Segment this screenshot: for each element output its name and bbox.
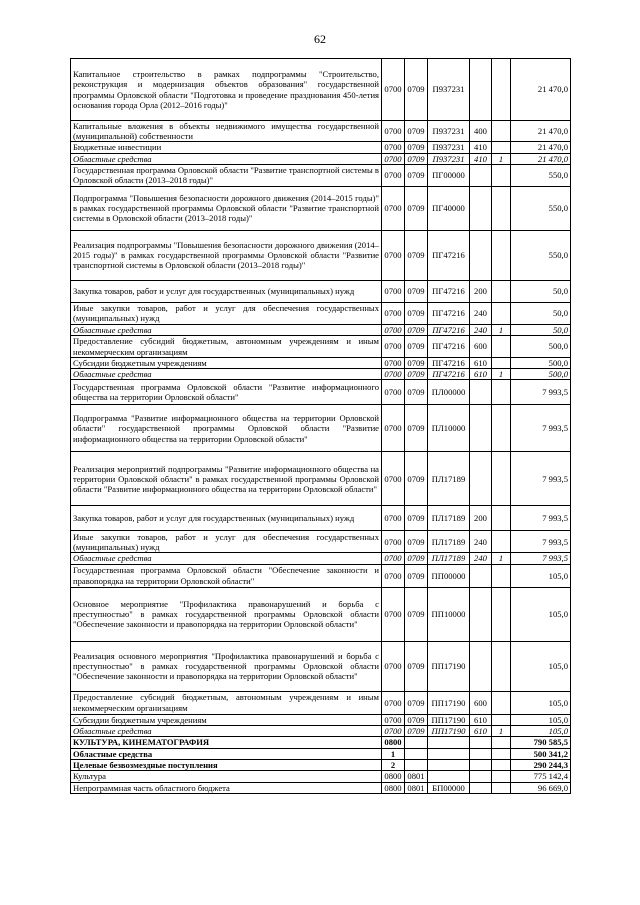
row-subsection-code xyxy=(405,760,428,771)
row-subsection-code: 0709 xyxy=(405,564,428,587)
row-expense-type-code xyxy=(470,164,492,186)
row-target-article-code: П937231 xyxy=(428,153,470,164)
row-target-article-code xyxy=(428,737,470,749)
row-target-article-code: БП00000 xyxy=(428,782,470,793)
row-funding-source-code xyxy=(492,531,511,553)
row-target-article-code: ПП00000 xyxy=(428,564,470,587)
row-expense-type-code: 400 xyxy=(470,121,492,142)
row-target-article-code: ПЛ17189 xyxy=(428,506,470,531)
row-subsection-code: 0709 xyxy=(405,336,428,358)
row-name: Субсидии бюджетным учреждениям xyxy=(71,358,382,369)
table-row xyxy=(71,452,571,506)
row-section-code: 0700 xyxy=(382,452,405,506)
row-subsection-code: 0709 xyxy=(405,506,428,531)
row-name: Целевые безвозмездные поступления xyxy=(71,760,382,771)
row-name: Областные средства xyxy=(71,553,382,564)
row-target-article-code: П937231 xyxy=(428,142,470,153)
table-row xyxy=(71,186,571,230)
row-section-code: 0700 xyxy=(382,302,405,324)
row-section-code: 0700 xyxy=(382,553,405,564)
row-section-code: 0700 xyxy=(382,358,405,369)
row-expense-type-code xyxy=(470,59,492,121)
table-body xyxy=(71,59,571,794)
row-name: Основное мероприятие "Профилактика правонарушений и борьба с преступностью" в рамках государственной программы Орловской области "Обеспечение законности и правопорядка на территории Орловской области" xyxy=(71,587,382,641)
row-expense-type-code xyxy=(470,737,492,749)
table-row xyxy=(71,564,571,587)
row-expense-type-code: 200 xyxy=(470,280,492,302)
row-expense-type-code: 610 xyxy=(470,725,492,736)
row-section-code: 0700 xyxy=(382,186,405,230)
row-subsection-code: 0709 xyxy=(405,641,428,691)
row-amount: 50,0 xyxy=(511,324,571,335)
row-funding-source-code xyxy=(492,737,511,749)
row-expense-type-code xyxy=(470,380,492,405)
row-section-code: 0700 xyxy=(382,153,405,164)
row-subsection-code: 0709 xyxy=(405,531,428,553)
row-name: Иные закупки товаров, работ и услуг для обеспечения государственных (муниципальных) нужд xyxy=(71,531,382,553)
row-name: Государственная программа Орловской области "Обеспечение законности и правопорядка на территории Орловской области" xyxy=(71,564,382,587)
table-row xyxy=(71,153,571,164)
row-subsection-code: 0709 xyxy=(405,324,428,335)
row-subsection-code: 0709 xyxy=(405,691,428,714)
row-subsection-code xyxy=(405,749,428,760)
row-amount: 550,0 xyxy=(511,186,571,230)
row-expense-type-code xyxy=(470,587,492,641)
row-target-article-code xyxy=(428,771,470,782)
row-funding-source-code xyxy=(492,380,511,405)
row-subsection-code xyxy=(405,737,428,749)
row-amount: 500,0 xyxy=(511,369,571,380)
row-amount: 105,0 xyxy=(511,714,571,725)
row-target-article-code: ПП10000 xyxy=(428,587,470,641)
row-expense-type-code: 610 xyxy=(470,714,492,725)
table-row xyxy=(71,230,571,280)
row-expense-type-code: 240 xyxy=(470,324,492,335)
row-funding-source-code xyxy=(492,691,511,714)
row-funding-source-code xyxy=(492,587,511,641)
row-name: Закупка товаров, работ и услуг для государственных (муниципальных) нужд xyxy=(71,506,382,531)
table-row xyxy=(71,531,571,553)
row-funding-source-code xyxy=(492,59,511,121)
row-section-code: 2 xyxy=(382,760,405,771)
row-name: Государственная программа Орловской области "Развитие информационного общества на территории Орловской области" xyxy=(71,380,382,405)
row-subsection-code: 0709 xyxy=(405,121,428,142)
row-funding-source-code: 1 xyxy=(492,725,511,736)
row-name: Капитальные вложения в объекты недвижимого имущества государственной (муниципальной) собственности xyxy=(71,121,382,142)
table-row xyxy=(71,142,571,153)
table-row xyxy=(71,737,571,749)
row-subsection-code: 0709 xyxy=(405,59,428,121)
page-number: 62 xyxy=(314,32,326,46)
row-expense-type-code xyxy=(470,564,492,587)
row-amount: 500,0 xyxy=(511,336,571,358)
row-subsection-code: 0801 xyxy=(405,771,428,782)
row-name: Бюджетные инвестиции xyxy=(71,142,382,153)
row-section-code: 0700 xyxy=(382,164,405,186)
row-name: Предоставление субсидий бюджетным, автономным учреждениям и иным некоммерческим организациям xyxy=(71,691,382,714)
row-amount: 7 993,5 xyxy=(511,553,571,564)
row-subsection-code: 0709 xyxy=(405,153,428,164)
row-funding-source-code xyxy=(492,121,511,142)
row-subsection-code: 0709 xyxy=(405,358,428,369)
row-target-article-code: ПГ47216 xyxy=(428,336,470,358)
row-target-article-code: ПГ47216 xyxy=(428,369,470,380)
row-expense-type-code: 610 xyxy=(470,369,492,380)
row-funding-source-code xyxy=(492,771,511,782)
row-name: Подпрограмма "Развитие информационного общества на территории Орловской области" государственной программы Орловской области "Развитие информационного общества на территории Орловской области" xyxy=(71,405,382,452)
row-expense-type-code: 240 xyxy=(470,302,492,324)
row-subsection-code: 0709 xyxy=(405,230,428,280)
row-subsection-code: 0709 xyxy=(405,452,428,506)
row-section-code: 0700 xyxy=(382,564,405,587)
row-amount: 775 142,4 xyxy=(511,771,571,782)
row-section-code: 0700 xyxy=(382,641,405,691)
row-section-code: 0700 xyxy=(382,691,405,714)
row-amount: 105,0 xyxy=(511,725,571,736)
row-section-code: 0700 xyxy=(382,587,405,641)
budget-table xyxy=(70,58,571,794)
row-expense-type-code xyxy=(470,452,492,506)
row-name: Государственная программа Орловской области "Развитие транспортной системы в Орловской области (2013–2018 годы)" xyxy=(71,164,382,186)
row-funding-source-code xyxy=(492,506,511,531)
row-section-code: 0700 xyxy=(382,230,405,280)
row-target-article-code: ПГ47216 xyxy=(428,358,470,369)
row-amount: 21 470,0 xyxy=(511,121,571,142)
row-amount: 21 470,0 xyxy=(511,142,571,153)
table-row xyxy=(71,302,571,324)
row-target-article-code: ПГ47216 xyxy=(428,230,470,280)
row-section-code: 0700 xyxy=(382,324,405,335)
row-funding-source-code xyxy=(492,405,511,452)
row-funding-source-code xyxy=(492,641,511,691)
row-funding-source-code xyxy=(492,230,511,280)
table-row xyxy=(71,760,571,771)
row-funding-source-code xyxy=(492,714,511,725)
row-amount: 96 669,0 xyxy=(511,782,571,793)
row-funding-source-code: 1 xyxy=(492,324,511,335)
row-target-article-code: ПЛ17189 xyxy=(428,531,470,553)
row-subsection-code: 0709 xyxy=(405,164,428,186)
row-name: Областные средства xyxy=(71,369,382,380)
row-name: Реализация мероприятий подпрограммы "Развитие информационного общества на территории Орловской области" в рамках государственной программы Орловской области "Развитие информационного общества на территории Орловской области" xyxy=(71,452,382,506)
row-amount: 7 993,5 xyxy=(511,506,571,531)
row-amount: 7 993,5 xyxy=(511,405,571,452)
row-section-code: 0700 xyxy=(382,142,405,153)
row-section-code: 0700 xyxy=(382,405,405,452)
row-target-article-code: ПГ47216 xyxy=(428,280,470,302)
table-row xyxy=(71,336,571,358)
row-target-article-code xyxy=(428,760,470,771)
row-subsection-code: 0709 xyxy=(405,553,428,564)
table-row xyxy=(71,369,571,380)
row-name: Иные закупки товаров, работ и услуг для обеспечения государственных (муниципальных) нужд xyxy=(71,302,382,324)
row-expense-type-code xyxy=(470,771,492,782)
row-target-article-code: П937231 xyxy=(428,121,470,142)
table-row xyxy=(71,725,571,736)
table-row xyxy=(71,59,571,121)
table-row xyxy=(71,380,571,405)
row-section-code: 0800 xyxy=(382,737,405,749)
row-amount: 500,0 xyxy=(511,358,571,369)
table-row xyxy=(71,324,571,335)
table-row xyxy=(71,771,571,782)
row-funding-source-code xyxy=(492,336,511,358)
row-expense-type-code: 240 xyxy=(470,553,492,564)
row-amount: 105,0 xyxy=(511,564,571,587)
row-funding-source-code: 1 xyxy=(492,553,511,564)
row-funding-source-code xyxy=(492,142,511,153)
row-expense-type-code xyxy=(470,230,492,280)
row-section-code: 0700 xyxy=(382,59,405,121)
table-row xyxy=(71,714,571,725)
row-amount: 50,0 xyxy=(511,302,571,324)
row-funding-source-code xyxy=(492,749,511,760)
row-amount: 50,0 xyxy=(511,280,571,302)
row-target-article-code: П937231 xyxy=(428,59,470,121)
row-target-article-code: ПГ47216 xyxy=(428,324,470,335)
row-amount: 7 993,5 xyxy=(511,531,571,553)
row-target-article-code: ПП17190 xyxy=(428,641,470,691)
row-target-article-code: ПЛ10000 xyxy=(428,405,470,452)
row-funding-source-code xyxy=(492,760,511,771)
row-amount: 21 470,0 xyxy=(511,153,571,164)
row-name: Предоставление субсидий бюджетным, автономным учреждениям и иным некоммерческим организациям xyxy=(71,336,382,358)
table-row xyxy=(71,587,571,641)
row-funding-source-code xyxy=(492,280,511,302)
row-target-article-code: ПГ40000 xyxy=(428,186,470,230)
row-funding-source-code xyxy=(492,358,511,369)
table-row xyxy=(71,164,571,186)
row-section-code: 0800 xyxy=(382,782,405,793)
row-subsection-code: 0709 xyxy=(405,714,428,725)
row-funding-source-code xyxy=(492,186,511,230)
row-section-code: 0700 xyxy=(382,336,405,358)
row-funding-source-code xyxy=(492,302,511,324)
row-subsection-code: 0709 xyxy=(405,587,428,641)
row-expense-type-code: 200 xyxy=(470,506,492,531)
row-target-article-code xyxy=(428,749,470,760)
row-name: Реализация подпрограммы "Повышения безопасности дорожного движения (2014–2015 годы)" в рамках государственной программы Орловской области "Развитие транспортной системы в Орловской области (2013–2018 годы)" xyxy=(71,230,382,280)
row-expense-type-code xyxy=(470,749,492,760)
row-expense-type-code: 240 xyxy=(470,531,492,553)
row-name: Капитальное строительство в рамках подпрограммы "Строительство, реконструкция и модернизация объектов образования" государственной программы Орловской области "Подготовка и проведение празднования 450-летия основания города Орла (2012–2016 годы)" xyxy=(71,59,382,121)
table-row xyxy=(71,782,571,793)
row-amount: 550,0 xyxy=(511,164,571,186)
table-row xyxy=(71,506,571,531)
row-section-code: 0700 xyxy=(382,506,405,531)
row-funding-source-code xyxy=(492,782,511,793)
row-target-article-code: ПП17190 xyxy=(428,691,470,714)
row-funding-source-code: 1 xyxy=(492,153,511,164)
row-name: Закупка товаров, работ и услуг для государственных (муниципальных) нужд xyxy=(71,280,382,302)
row-section-code: 0700 xyxy=(382,380,405,405)
row-section-code: 0700 xyxy=(382,280,405,302)
row-section-code: 0700 xyxy=(382,531,405,553)
row-subsection-code: 0709 xyxy=(405,405,428,452)
row-name: Реализация основного мероприятия "Профилактика правонарушений и борьба с преступностью" в рамках государственной программы Орловской области "Обеспечение законности и правопорядка на территории Орловской области" xyxy=(71,641,382,691)
row-target-article-code: ПП17190 xyxy=(428,725,470,736)
row-section-code: 0800 xyxy=(382,771,405,782)
row-subsection-code: 0709 xyxy=(405,142,428,153)
row-expense-type-code xyxy=(470,405,492,452)
row-subsection-code: 0709 xyxy=(405,186,428,230)
row-amount: 790 585,5 xyxy=(511,737,571,749)
row-expense-type-code xyxy=(470,782,492,793)
row-expense-type-code: 410 xyxy=(470,142,492,153)
row-expense-type-code xyxy=(470,186,492,230)
row-section-code: 0700 xyxy=(382,725,405,736)
row-target-article-code: ПЛ17189 xyxy=(428,452,470,506)
row-target-article-code: ПП17190 xyxy=(428,714,470,725)
row-subsection-code: 0709 xyxy=(405,380,428,405)
row-expense-type-code xyxy=(470,760,492,771)
row-expense-type-code: 410 xyxy=(470,153,492,164)
row-name: Субсидии бюджетным учреждениям xyxy=(71,714,382,725)
row-amount: 7 993,5 xyxy=(511,452,571,506)
row-name: Подпрограмма "Повышения безопасности дорожного движения (2014–2015 годы)" в рамках государственной программы Орловской области "Развитие транспортной системы в Орловской области (2013–2018 годы)" xyxy=(71,186,382,230)
row-subsection-code: 0709 xyxy=(405,369,428,380)
row-name: Областные средства xyxy=(71,749,382,760)
row-amount: 105,0 xyxy=(511,691,571,714)
row-funding-source-code xyxy=(492,164,511,186)
table-row xyxy=(71,280,571,302)
row-subsection-code: 0709 xyxy=(405,302,428,324)
row-target-article-code: ПЛ17189 xyxy=(428,553,470,564)
row-funding-source-code: 1 xyxy=(492,369,511,380)
row-name: Областные средства xyxy=(71,725,382,736)
row-amount: 21 470,0 xyxy=(511,59,571,121)
table-row xyxy=(71,749,571,760)
row-subsection-code: 0709 xyxy=(405,725,428,736)
table-row xyxy=(71,121,571,142)
row-expense-type-code: 600 xyxy=(470,691,492,714)
row-subsection-code: 0801 xyxy=(405,782,428,793)
row-amount: 290 244,3 xyxy=(511,760,571,771)
row-funding-source-code xyxy=(492,452,511,506)
table-row xyxy=(71,691,571,714)
row-amount: 550,0 xyxy=(511,230,571,280)
row-amount: 105,0 xyxy=(511,641,571,691)
row-subsection-code: 0709 xyxy=(405,280,428,302)
row-section-code: 0700 xyxy=(382,714,405,725)
row-expense-type-code: 600 xyxy=(470,336,492,358)
row-target-article-code: ПЛ00000 xyxy=(428,380,470,405)
table-row xyxy=(71,641,571,691)
row-target-article-code: ПГ47216 xyxy=(428,302,470,324)
row-amount: 7 993,5 xyxy=(511,380,571,405)
row-name: Непрограммная часть областного бюджета xyxy=(71,782,382,793)
table-row xyxy=(71,358,571,369)
row-amount: 500 341,2 xyxy=(511,749,571,760)
row-section-code: 0700 xyxy=(382,121,405,142)
row-name: Культура xyxy=(71,771,382,782)
table-row xyxy=(71,405,571,452)
row-expense-type-code: 610 xyxy=(470,358,492,369)
row-name: Областные средства xyxy=(71,153,382,164)
row-name: КУЛЬТУРА, КИНЕМАТОГРАФИЯ xyxy=(71,737,382,749)
row-section-code: 0700 xyxy=(382,369,405,380)
row-amount: 105,0 xyxy=(511,587,571,641)
row-section-code: 1 xyxy=(382,749,405,760)
row-target-article-code: ПГ00000 xyxy=(428,164,470,186)
row-expense-type-code xyxy=(470,641,492,691)
table-row xyxy=(71,553,571,564)
row-funding-source-code xyxy=(492,564,511,587)
row-name: Областные средства xyxy=(71,324,382,335)
